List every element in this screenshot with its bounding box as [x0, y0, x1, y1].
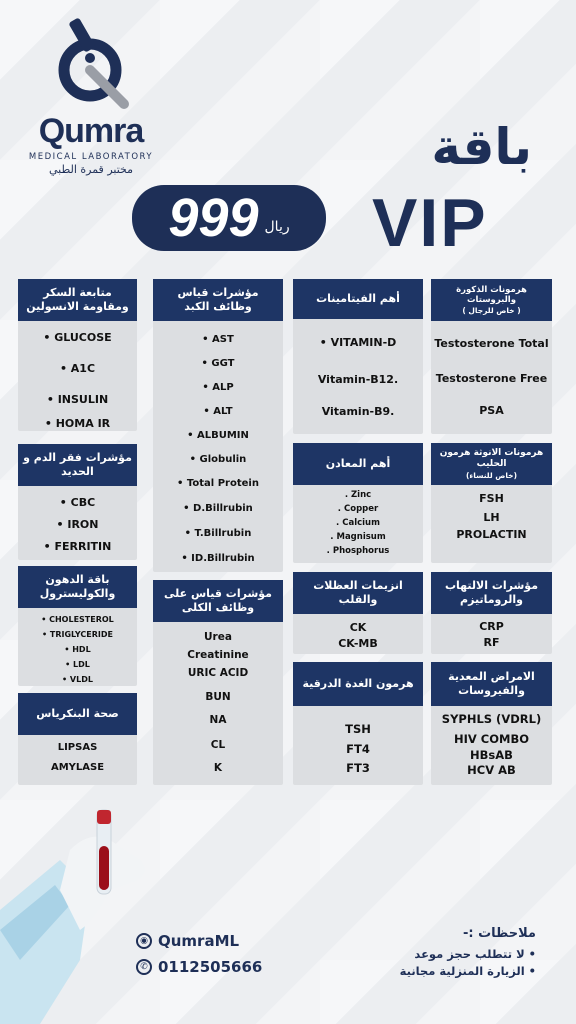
- test-item: • ID.Billrubin: [181, 553, 255, 564]
- card-inflammation: [431, 572, 552, 654]
- test-item: • CBC: [59, 496, 96, 509]
- test-item: • FERRITIN: [43, 540, 112, 553]
- test-item: • D.Billrubin: [183, 503, 253, 514]
- test-item: RF: [483, 636, 500, 649]
- test-item: Testosterone Free: [435, 372, 548, 385]
- test-item: • HOMA IR: [44, 417, 111, 430]
- card-header: مؤشرات الالتهاب والروماتيزم: [431, 572, 552, 614]
- test-item: Testosterone Total: [434, 337, 549, 350]
- test-item: CL: [210, 739, 226, 751]
- instagram-row[interactable]: [136, 930, 262, 952]
- instagram-handle: QumraML: [158, 932, 240, 950]
- test-item: CK: [349, 621, 367, 634]
- card-header-title: هرمونات الانوثة هرمون الحليب: [439, 448, 544, 470]
- test-item: CK-MB: [338, 637, 378, 650]
- test-item: • GLUCOSE: [43, 331, 112, 344]
- card-header: باقة الدهون والكوليسترول: [18, 566, 137, 608]
- test-item: • TRIGLYCERIDE: [42, 630, 113, 639]
- test-item: URIC ACID: [187, 667, 249, 679]
- price-currency: ريال: [264, 219, 290, 235]
- test-item: HIV COMBO: [453, 732, 529, 746]
- test-item: • VLDL: [62, 675, 93, 684]
- test-item: K: [213, 762, 223, 774]
- test-item: • VITAMIN-D: [319, 336, 397, 349]
- card-female-hormones: [431, 443, 552, 563]
- instagram-icon: ◉: [136, 933, 152, 949]
- card-header: الامراض المعدية والفيروسات: [431, 662, 552, 706]
- test-item: PSA: [479, 404, 504, 417]
- card-pancreas: [18, 693, 137, 785]
- test-item: • ALT: [203, 406, 233, 417]
- test-item: TSH: [345, 722, 371, 736]
- test-item: AMYLASE: [50, 762, 105, 773]
- card-header: صحة البنكرياس: [18, 693, 137, 735]
- test-item: • IRON: [56, 518, 99, 531]
- test-item: Vitamin-B12.: [317, 373, 399, 386]
- test-item: Creatinine: [187, 649, 249, 661]
- test-item: . Magnisum: [330, 532, 386, 542]
- test-item: . Copper: [337, 504, 379, 514]
- card-header: هرمون الغدة الدرقية: [293, 662, 423, 706]
- card-vitamins: [293, 279, 423, 434]
- note-line: • الزيارة المنزلية مجانية: [399, 964, 536, 978]
- card-header-subtitle: (خاص للنساء): [466, 470, 517, 480]
- notes-section: [400, 926, 536, 981]
- card-sugar: [18, 279, 137, 431]
- test-item: . Phosphorus: [326, 546, 390, 556]
- contact-info: [136, 930, 262, 982]
- card-header: مؤشرات فقر الدم و الحديد: [18, 444, 137, 486]
- test-item: • AST: [202, 334, 234, 345]
- card-infectious: [431, 662, 552, 785]
- test-item: . Calcium: [336, 518, 380, 528]
- test-item: • GGT: [201, 358, 235, 369]
- test-item: NA: [209, 714, 227, 726]
- card-header: مؤشرات قياس وظائف الكبد: [153, 279, 283, 321]
- hand-test-tube-illustration: [0, 790, 150, 1024]
- test-item: Vitamin-B9.: [321, 405, 395, 418]
- card-header: متابعة السكر ومقاومة الانسولين: [18, 279, 137, 321]
- test-item: • INSULIN: [46, 393, 109, 406]
- price-amount: 999: [168, 188, 259, 248]
- card-minerals: [293, 443, 423, 563]
- card-liver: [153, 279, 283, 572]
- card-header: [431, 279, 552, 321]
- card-lipids: [18, 566, 137, 686]
- card-header: انزيمات العظلات والقلب: [293, 572, 423, 614]
- test-item: HBsAB: [470, 748, 513, 762]
- test-item: SYPHLS (VDRL): [441, 712, 542, 726]
- package-title-arabic: باقة: [431, 118, 532, 176]
- test-item: FT4: [346, 742, 370, 756]
- test-item: • HDL: [64, 645, 91, 654]
- test-item: PROLACTIN: [456, 528, 527, 541]
- card-anemia: [18, 444, 137, 560]
- test-item: CRP: [479, 620, 504, 633]
- card-muscle: [293, 572, 423, 654]
- test-item: . Zinc: [344, 490, 372, 500]
- test-item: • Globulin: [189, 454, 247, 465]
- test-item: LIPSAS: [57, 742, 98, 753]
- brand-name: Qumra: [38, 112, 144, 150]
- test-item: FT3: [346, 761, 370, 775]
- card-header: أهم المعادن: [293, 443, 423, 485]
- test-item: LH: [483, 511, 500, 524]
- price-badge: [132, 185, 326, 251]
- card-male-hormones: [431, 279, 552, 434]
- test-item: HCV AB: [467, 763, 516, 777]
- test-item: Urea: [204, 631, 232, 643]
- brand-logo: [26, 12, 156, 176]
- card-kidney: [153, 580, 283, 785]
- test-item: • A1C: [59, 362, 96, 375]
- card-header: [431, 443, 552, 485]
- card-thyroid: [293, 662, 423, 785]
- test-item: • T.Billrubin: [184, 528, 252, 539]
- note-line: • لا تتطلب حجز موعد: [414, 947, 536, 961]
- brand-subtitle-en: MEDICAL LABORATORY: [28, 152, 154, 162]
- package-title-vip: VIP: [372, 185, 488, 261]
- test-item: • Total Protein: [177, 478, 259, 489]
- card-header-subtitle: ( خاص للرجال ): [462, 305, 521, 315]
- test-item: • LDL: [65, 660, 90, 669]
- phone-icon: ✆: [136, 959, 152, 975]
- microscope-logo-icon: [46, 12, 136, 112]
- notes-title: ملاحظات :-: [462, 926, 536, 941]
- card-header-title: هرمونات الذكورة والبروستات: [456, 284, 527, 306]
- test-item: • ALBUMIN: [187, 430, 249, 441]
- phone-row[interactable]: [136, 956, 262, 978]
- test-item: BUN: [205, 691, 231, 703]
- card-header: أهم الفيتامينات: [293, 279, 423, 319]
- brand-subtitle-ar: مختبر قمرة الطبي: [48, 163, 134, 176]
- card-header: مؤشرات قياس على وظائف الكلى: [153, 580, 283, 622]
- test-item: • ALP: [202, 382, 234, 393]
- phone-number: 0112505666: [158, 958, 263, 976]
- test-item: • CHOLESTEROL: [41, 615, 114, 624]
- test-item: FSH: [479, 492, 504, 505]
